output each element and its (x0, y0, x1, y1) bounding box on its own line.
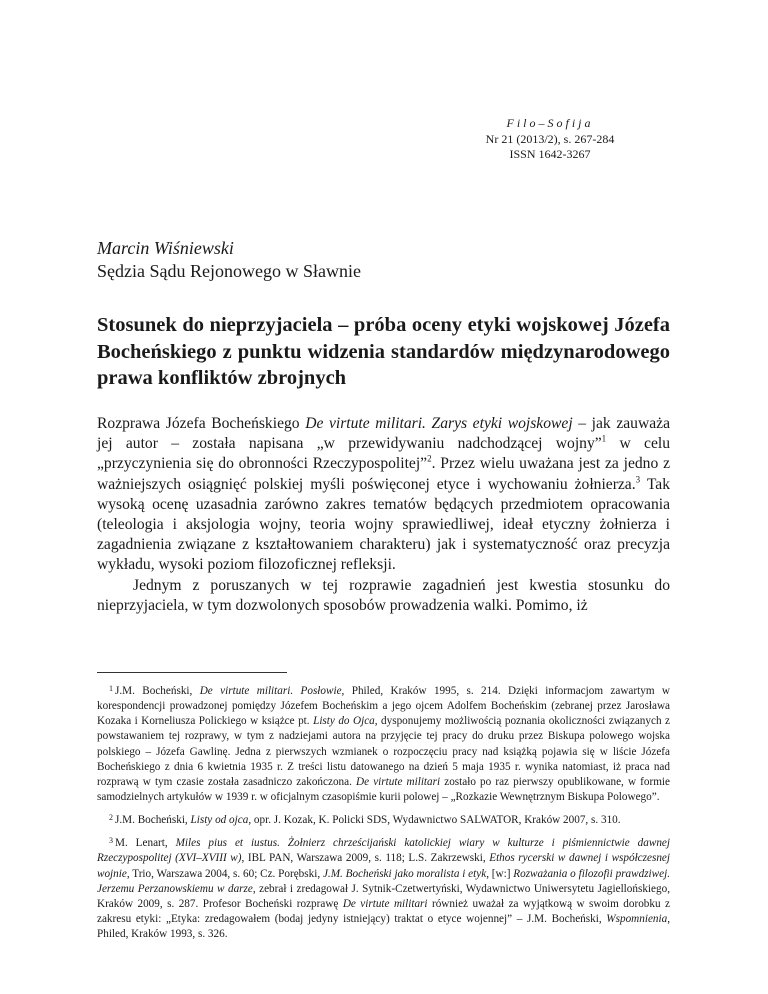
footnote-3: $^3$ M. Lenart, Miles pius et iustus. Żołnierz chrześcijański katolickiej wiary w kulturze i piśmiennictwie dawnej Rzeczypospolitej (XVI–XVIII w), IBL PAN, Warszawa 2009, s. 118; L.S. Zakrzewski, Ethos rycerski w dawnej i współczesnej wojnie, Trio, Warszawa 2004, s. 60; Cz. Porębski, J.M. Bocheński jako moralista i etyk, [w:] Rozważania o filozofii prawdziwej. Jerzemu Perzanowskiemu w darze, zebrał i zredagował J. Sytnik-Czetwertyński, Wydawnictwo Uniwersytetu Jagiellońskiego, Kraków 2009, s. 287. Profesor Bocheński rozprawę De virtute militari również uważał za wyjątkową w swoim dorobku z zakresu etyki: „Etyka: zredagowałem (bodaj jedyny istniejący) traktat o etyce wojennej” – J.M. Bocheński, Wspomnienia, Philed, Kraków 1993, s. 326. (97, 836, 670, 941)
footnote-ref-2[interactable]: 2 (427, 454, 432, 465)
article-body (97, 414, 670, 616)
journal-title: Filo–Sofija (506, 116, 594, 130)
book-title: De virtute militari. Zarys etyki wojskowej (305, 415, 573, 432)
footnote-divider (97, 672, 287, 673)
footnote-ref-1[interactable]: 1 (601, 433, 607, 444)
footnote-2: $^2$ J.M. Bocheński, Listy od ojca, opr. J. Kozak, K. Policki SDS, Wydawnictwo SALWATOR, Kraków 2007, s. 310. (109, 813, 621, 827)
paragraph-1: Rozprawa Józefa Bocheńskiego De virtute militari. Zarys etyki wojskowej – jak zauważa jej autor – została napisana „w przewidywaniu nadchodzącej wojny”$^1$ w celu „przyczynienia się do obronności Rzeczypospolitej”$^2$. Przez wielu uważana jest za jedno z ważniejszych osiągnięć polskiej myśli poświęconej etyce i wychowaniu żołnierza.$^3$ Tak wysoką ocenę uzasadnia zarówno zakres tematów będących przedmiotem opracowania (teleologia i aksjologia wojny, teoria wojny sprawiedliwej, ideał etyczny żołnierza i zagadnienia związane z kształtowaniem charakteru) jak i systematyczność oraz precyzja wykładu, wysoki poziom filozoficznej refleksji. (97, 415, 670, 574)
journal-header (430, 116, 670, 163)
footnote-ref-3[interactable]: 3 (635, 474, 641, 485)
paragraph-2: Jednym z poruszanych w tej rozprawie zagadnień jest kwestia stosunku do nieprzyjaciela, w tym dozwolonych sposobów prowadzenia walki. Pomimo, iż (97, 576, 670, 614)
article-title: Stosunek do nieprzyjaciela – próba oceny etyki wojskowej Józefa Bocheńskiego z punktu widzenia standardów międzynarodowego prawa konfliktów zbrojnych (97, 314, 670, 389)
footnote-number: 2 (109, 813, 113, 823)
journal-issn: ISSN 1642-3267 (509, 147, 591, 161)
footnotes (97, 681, 670, 948)
footnote-number: 3 (109, 836, 113, 846)
author-name: Marcin Wiśniewski (97, 238, 234, 258)
footnote-number: 1 (109, 684, 113, 693)
journal-issue: Nr 21 (2013/2), s. 267-284 (485, 131, 615, 146)
author-block (97, 237, 361, 283)
author-affiliation: Sędzia Sądu Rejonowego w Sławnie (97, 261, 361, 281)
footnote-1: $^1$ J.M. Bocheński, De virtute militari. Posłowie, Philed, Kraków 1995, s. 214. Dzięki informacjom zawartym w korespondencji prowadzonej pomiędzy Józefem Bocheńskim a jego ojcem Adolfem Bocheńskim (zebranej przez Jarosława Kozaka i Korneliusza Polickiego w książce pt. Listy do Ojca, dysponujemy możliwością poznania okoliczności związanych z powstawaniem tej rozprawy, w tym z nadziejami autora na przyjęcie tej pracy do druku przez Biskupa polowego wojska polskiego – Józefa Gawlinę. Jedna z pierwszych wzmianek o rozpoczęciu pracy nad książką pojawia się w liście Józefa Bocheńskiego z dnia 6 kwietnia 1935 r. Z treści listu datowanego na dzień 5 maja 1935 r. wynika natomiast, iż praca nad rozprawą w tym czasie została zasadniczo zakończona. De virtute militari zostało po raz pierwszy opublikowane, w formie samodzielnych artykułów w 1939 r. w oficjalnym czasopiśmie kurii polowej – „Rozkazie Wewnętrznym Biskupa Polowego”. (97, 684, 671, 804)
